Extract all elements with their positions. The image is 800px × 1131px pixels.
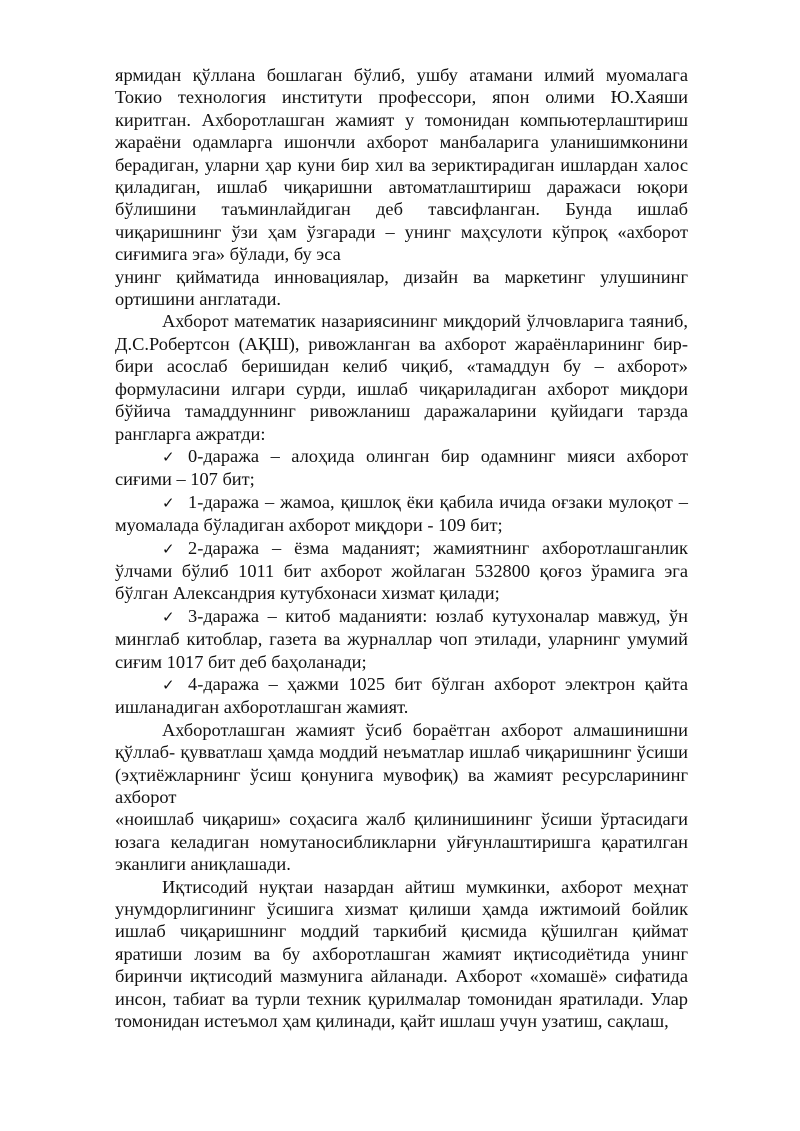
- checkmark-icon: ✓: [162, 493, 175, 512]
- list-item-text: 3-даража – китоб маданияти: юзлаб кутухоналар мавжуд, ўн минглаб китоблар, газета ва журналлар чоп этилади, уларнинг умумий сиғим 1017 бит деб баҳоланади;: [115, 605, 688, 672]
- list-item-text: 0-даража – алоҳида олинган бир одамнинг мияси ахборот сиғими – 107 бит;: [115, 445, 688, 490]
- list-item-text: 4-даража – ҳажми 1025 бит бўлган ахборот электрон қайта ишланадиган ахборотлашган жамият.: [115, 673, 688, 718]
- checkmark-icon: ✓: [162, 607, 175, 626]
- paragraph-non-production: «ноишлаб чиқариш» соҳасига жалб қилинишининг ўсиши ўртасидаги юзага келадиган номутаносибликларни уйғунлаштиришга қаратилган эканлиги аниқлашади.: [115, 809, 688, 875]
- checkmark-icon: ✓: [162, 447, 175, 466]
- list-item-level-1: [115, 491, 688, 537]
- document-page: [115, 64, 688, 1032]
- paragraph-robertson: Ахборот математик назариясининг миқдорий ўлчовларига таяниб, Д.С.Робертсон (АҚШ), ривожланган ва ахборот жараёнларининг бир-бири асослаб беришидан келиб чиқиб, «тамаддун бу – ахборот» формуласини илгари сурди, ишлаб чиқариладиган ахборот миқдори бўйича тамаддуннинг ривожланиш даражаларини қуйидаги тарзда рангларга ажратди:: [115, 311, 688, 444]
- checkmark-icon: ✓: [162, 539, 175, 558]
- list-item-level-2: [115, 537, 688, 605]
- list-item-text: 2-даража – ёзма маданият; жамиятнинг ахборотлашганлик ўлчами бўлиб 1011 бит ахборот жойлаган 532800 қоғоз ўрамига эга бўлган Александрия кутубхонаси хизмат қилади;: [115, 537, 688, 604]
- paragraph-economic-view: Иқтисодий нуқтаи назардан айтиш мумкинки, ахборот меҳнат унумдорлигининг ўсишига хизмат қилиши ҳамда ижтимоий бойлик ишлаб чиқаришнинг моддий таркибий қисмида қўшилган қиймат яратиши лозим ва бу ахборотлашган жамият иқтисодиётида унинг биринчи иқтисодий мазмунига айланади. Ахборот «хомашё» сифатида инсон, табиат ва турли техник қурилмалар томонидан яратилади. Улар томонидан истеъмол ҳам қилинади, қайт ишлаш учун узатиш, сақлаш,: [115, 876, 688, 1032]
- civilization-levels-list: [115, 445, 688, 719]
- paragraph-information-society: Ахборотлашган жамият ўсиб бораётган ахборот алмашинишни қўллаб- қувватлаш ҳамда моддий неъматлар ишлаб чиқаришнинг ўсиши (эҳтиёжларнинг ўсиш қонунига мувофиқ) ва жамият ресурсларининг ахборот: [115, 719, 688, 807]
- checkmark-icon: ✓: [162, 675, 175, 694]
- list-item-text: 1-даража – жамоа, қишлоқ ёки қабила ичида оғзаки мулоқот – муомалада бўладиган ахборот миқдори - 109 бит;: [115, 491, 688, 536]
- paragraph-value-innovation: унинг қийматида инновациялар, дизайн ва маркетинг улушининг ортишини англатади.: [115, 266, 688, 310]
- paragraph-intro-continuation: ярмидан қўллана бошлаган бўлиб, ушбу атамани илмий муомалага Токио технология институти профессори, япон олими Ю.Хаяши киритган. Ахборотлашган жамият у томонидан компьютерлаштириш жараёни одамларга ишончли ахборот манбаларига уланишимконини берадиган, уларни ҳар куни бир хил ва зериктирадиган ишлардан халос қиладиган, ишлаб чиқаришни автоматлаштириш даражаси юқори бўлишини таъминлайдиган деб тавсифланган. Бунда ишлаб чиқаришнинг ўзи ҳам ўзгаради – унинг маҳсулоти кўпроқ «ахборот сиғимига эга» бўлади, бу эса: [115, 65, 688, 265]
- list-item-level-0: [115, 445, 688, 491]
- list-item-level-4: [115, 673, 688, 719]
- list-item-level-3: [115, 605, 688, 673]
